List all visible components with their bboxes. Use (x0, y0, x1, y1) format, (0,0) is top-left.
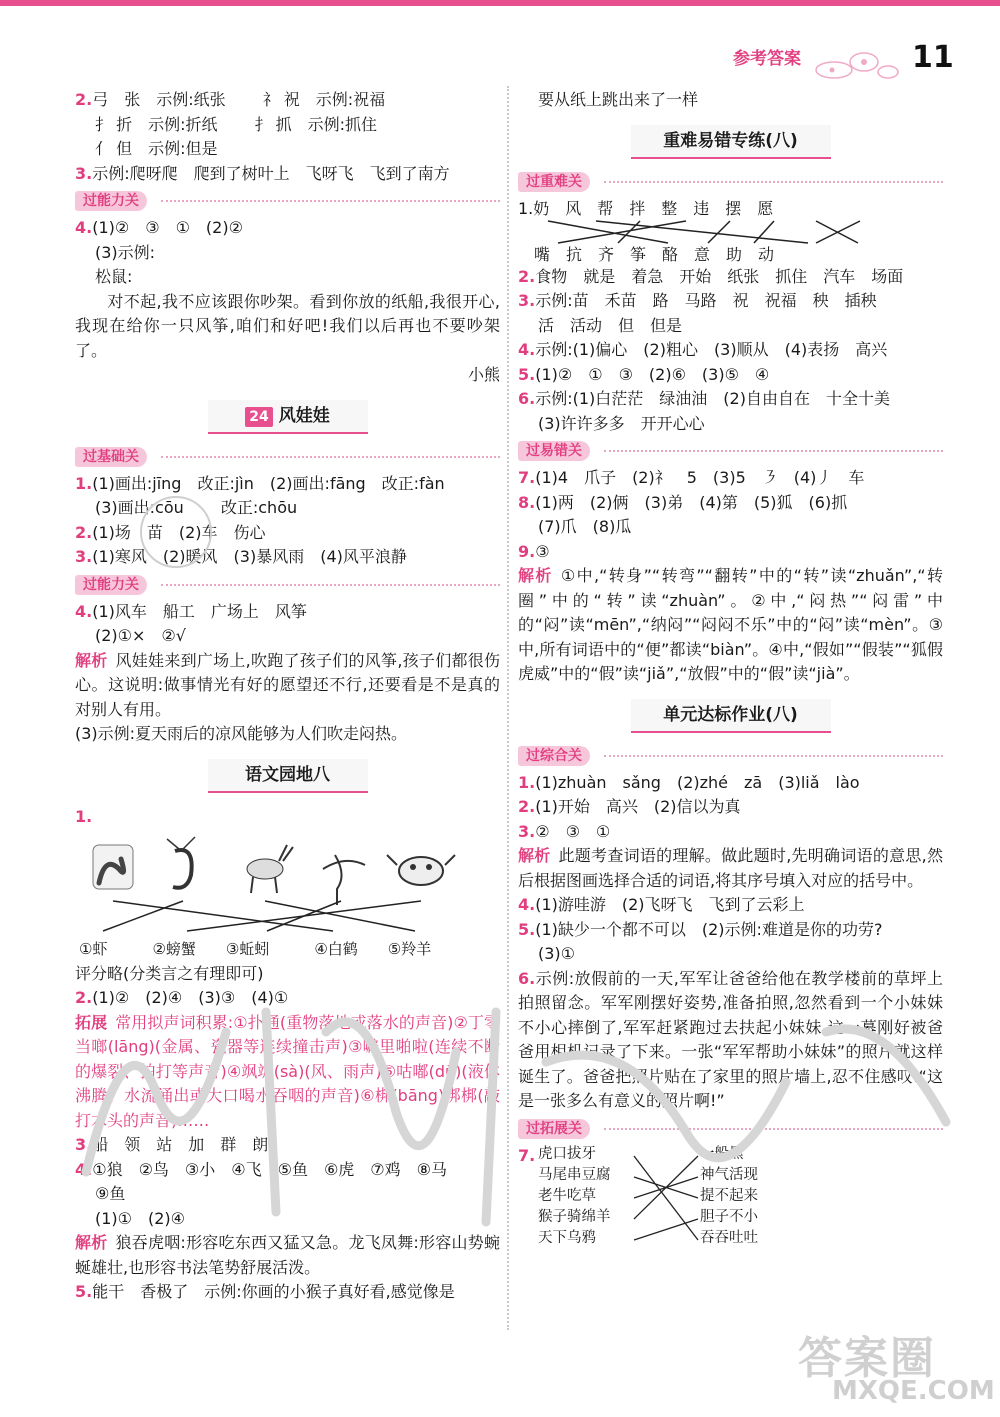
header-section-title: 参考答案 (733, 49, 801, 69)
question-number: 2. (75, 90, 93, 109)
section-band (518, 171, 943, 193)
animal-labels: ①虾 ②螃蟹 ③蚯蚓 ④白鹤 ⑤羚羊 (79, 940, 432, 958)
drill-title-text: 重难易错专练(八) (631, 125, 831, 159)
animal-matching-figure (75, 835, 500, 935)
analysis-label: 解析 (518, 566, 553, 585)
answer-line (518, 820, 943, 845)
extension-paragraph (75, 1011, 500, 1134)
idiom-item: 一般黑 (700, 1145, 744, 1162)
unit-title-text: 单元达标作业(八) (631, 699, 831, 733)
answer-text: (3)① (538, 944, 576, 963)
answer-line (518, 363, 943, 388)
answer-line (518, 540, 943, 565)
answer-text: 松鼠: (95, 267, 133, 286)
answer-line (518, 466, 943, 491)
idiom-item: 提不起来 (700, 1187, 758, 1204)
idiom-right-list (700, 1144, 758, 1249)
idiom-item: 猴子骑绵羊 (538, 1208, 611, 1225)
question-number: 1. (518, 772, 536, 792)
answer-line (75, 113, 500, 138)
answer-text: (3)画出:cōu 改正:chōu (95, 498, 298, 517)
answer-text: (1)开始 高兴 (2)信以为真 (535, 797, 741, 816)
idiom-item: 马尾串豆腐 (538, 1166, 611, 1183)
question-number: 5. (518, 919, 536, 939)
question-number: 9. (518, 541, 536, 561)
lesson24-q4-answers (75, 600, 500, 649)
answer-line (518, 771, 943, 796)
garden-title (75, 759, 500, 795)
question-number: 3. (75, 163, 93, 183)
question-number: 7. (518, 468, 536, 487)
band-label: 过综合关 (518, 746, 590, 766)
band-label: 过重难关 (518, 172, 590, 192)
question-number: 4. (75, 601, 93, 621)
answer-text: ② ③ ① (535, 821, 611, 841)
idiom-item: 神气活现 (700, 1166, 758, 1183)
band-label: 过能力关 (75, 575, 147, 595)
question-number: 3. (75, 547, 93, 566)
match-bottom-row: 嘴 抗 齐 筝 酪 意 助 动 (518, 244, 775, 264)
answer-line (75, 265, 500, 290)
idiom-item: 胆子不小 (700, 1208, 758, 1225)
garden-tail-answers (75, 1133, 500, 1231)
analysis-text: 此题考查词语的理解。做此题时,先明确词语的意思,然后根据图画选择合适的词语,将其序号填入对应的括号中。 (518, 846, 943, 890)
answer-text: (3)示例: (95, 242, 156, 262)
answer-line (518, 265, 943, 290)
answer-text: (1)游哇游 (2)飞呀飞 飞到了云彩上 (535, 895, 805, 914)
answer-line (75, 88, 500, 113)
section-band (75, 574, 500, 596)
earthworm-icon (93, 845, 133, 889)
question-number: 3. (518, 821, 536, 841)
question-number: 3. (75, 1135, 93, 1154)
unit-answers (518, 771, 943, 845)
lesson-number-badge: 24 (245, 407, 272, 427)
round-stamp (140, 496, 212, 568)
extension-text: 常用拟声词积累:①扑通(重物落地或落水的声音)②丁零当啷(lāng)(金属、瓷器等连续撞击声)③噼里啪啦(连续不断的爆裂、拍打等声音)④飒飒(sà)(风、雨声)⑤咕嘟(dū)(液体沸腾、水流涌出或大口喝水吞咽的声音)⑥梆(bāng)梆梆(敲打木头的声音)…… (75, 1012, 500, 1130)
column-divider (507, 86, 509, 1330)
analysis-label: 解析 (518, 846, 551, 865)
flower-decoration-icon (812, 48, 902, 82)
section-band (75, 446, 500, 468)
answer-text: (1)4 爪子 (2)礻 5 (3)5 ㇋ (4)丿 车 (535, 468, 865, 487)
answer-line (518, 942, 943, 967)
question-number: 4. (518, 340, 536, 359)
analysis-label: 解析 (75, 650, 108, 670)
band-label: 过基础关 (75, 447, 147, 467)
answer-text: (1)画出:jīng 改正:jìn (2)画出:fāng 改正:fàn (92, 473, 445, 493)
answer-text: (1)① (2)④ (95, 1208, 186, 1228)
analysis-text: 风娃娃来到广场上,吹跑了孩子们的风筝,孩子们都很伤心。这说明:做事情光有好的愿望还不行,还要看是不是真的对别人有用。 (75, 650, 500, 719)
idiom-item: 虎口拔牙 (538, 1145, 596, 1162)
essay-text: 示例:放假前的一天,军军让爸爸给他在教学楼前的草坪上拍照留念。军军刚摆好姿势,准备拍照,忽然看到一个小妹妹不小心摔倒了,军军赶紧跑过去扶起小妹妹,这一幕刚好被爸爸用相机记录了下来。一张“军军帮助小妹妹”的照片就这样诞生了。爸爸把照片贴在了家里的照片墙上,忍不住感叹:“这是一张多么有意义的照片啊!” (518, 968, 943, 1110)
answer-text: 亻 但 示例:但是 (95, 139, 218, 158)
unit-title (518, 699, 943, 735)
answer-text: (1)② ① ③ (2)⑥ (3)⑤ ④ (535, 364, 770, 384)
answer-text: 对不起,我不应该跟你吵架。看到你放的纸船,我很开心,我现在给你一只风筝,咱们和好吧!我们以后再也不要吵架了。 (75, 291, 500, 360)
question-number: 6. (518, 389, 536, 408)
answer-line (75, 162, 500, 187)
drill-answers (518, 265, 943, 437)
answer-line (518, 893, 943, 918)
lesson-title (75, 400, 500, 436)
question-number: 2. (518, 797, 536, 816)
analysis-paragraph (75, 649, 500, 723)
answer-text: 食物 就是 着急 开始 纸张 抓住 汽车 场面 (535, 266, 904, 286)
left-top-answers (75, 88, 500, 186)
answer-line (518, 491, 943, 516)
answer-text: 船 领 站 加 群 朗 (92, 1135, 269, 1154)
question-number: 7. (518, 1145, 536, 1165)
garden-title-text: 语文园地八 (208, 759, 368, 793)
answer-line: 要从纸上跳出来了一样 (538, 90, 699, 109)
answer-line (518, 795, 943, 820)
analysis-paragraph (518, 564, 943, 687)
answer-line: 评分略(分类言之有理即可) (75, 963, 264, 983)
crane-icon (323, 855, 365, 905)
header-bar (0, 0, 1000, 6)
answer-line (518, 515, 943, 540)
answer-line (75, 1133, 500, 1158)
question-number: 4. (75, 218, 93, 237)
answer-text: ⑨鱼 (95, 1184, 126, 1203)
answer-line (518, 289, 943, 314)
answer-text: (1)② ③ ① (2)② (92, 218, 243, 237)
right-column (518, 88, 943, 1268)
analysis-text: 狼吞虎咽:形容吃东西又猛又急。龙飞凤舞:形容山势蜿蜒雄壮,也形容书法笔势舒展活泼。 (75, 1233, 500, 1277)
extension-label: 拓展 (75, 1012, 108, 1032)
watermark-logo: 答案圈 (798, 1333, 936, 1384)
question-number: 3. (518, 291, 536, 310)
section-band (75, 190, 500, 212)
answer-line (75, 216, 500, 241)
answer-paragraph (75, 290, 500, 364)
character-matching (518, 197, 943, 265)
analysis-paragraph (518, 844, 943, 893)
question-number: 1. (75, 473, 93, 493)
question-number: 1. (75, 806, 93, 826)
idiom-matching (518, 1144, 943, 1268)
answer-text: (1)缺少一个都不可以 (2)示例:难道是你的功劳? (535, 919, 883, 939)
idiom-item: 天下乌鸦 (538, 1229, 596, 1246)
band-label: 过能力关 (75, 191, 147, 211)
answer-line (75, 600, 500, 625)
crab-icon (387, 855, 455, 885)
answer-text: 示例:(1)白茫茫 绿油油 (2)自由自在 十全十美 (535, 389, 890, 408)
answer-line (75, 624, 500, 649)
answer-text: 活 活动 但 但是 (538, 315, 683, 335)
answer-line (75, 1207, 500, 1232)
left-q4-answers (75, 216, 500, 290)
question-number: 2. (75, 522, 93, 542)
answer-text: (1)zhuàn sǎng (2)zhé zā (3)liǎ lào (535, 772, 860, 792)
left-column (75, 88, 500, 1305)
signature: 小熊 (467, 365, 500, 384)
answer-line (75, 472, 500, 497)
answer-line (518, 412, 943, 437)
answer-line (518, 918, 943, 943)
answer-line (518, 338, 943, 363)
answer-line (75, 1158, 500, 1183)
answer-line (75, 521, 500, 546)
idiom-item: 吞吞吐吐 (700, 1229, 758, 1246)
section-band (518, 745, 943, 767)
answer-text: ①狼 ②鸟 ③小 ④飞 ⑤鱼 ⑥虎 ⑦鸡 ⑧马 (92, 1159, 447, 1179)
answer-text: (2)①× ②√ (95, 626, 186, 645)
lesson-title-text: 风娃娃 (278, 405, 330, 426)
answer-line: 2.(1)② (2)④ (3)③ (4)① (75, 988, 289, 1007)
question-number: 8. (518, 492, 536, 512)
watermark-url: MXQE.COM (832, 1376, 995, 1406)
answer-text: (3)许许多多 开开心心 (538, 413, 705, 433)
answer-line: 5.能干 香极了 示例:你画的小猴子真好看,感觉像是 (75, 1282, 455, 1301)
unit-answers-2 (518, 893, 943, 967)
answer-line (518, 314, 943, 339)
answer-text: 扌 折 示例:折纸 扌 抓 示例:抓住 (95, 114, 378, 134)
antelope-icon (247, 845, 293, 893)
section-band (518, 440, 943, 462)
lesson24-answers (75, 472, 500, 570)
idiom-item: 老牛吃草 (538, 1187, 596, 1204)
answer-text: (1)风车 船工 广场上 风筝 (92, 601, 307, 621)
match-top-row: 1.奶 风 帮 拌 整 违 摆 愿 (518, 198, 774, 218)
analysis-text: ①中,“转身”“转弯”“翻转”中的“转”读“zhuǎn”,“转圈”中的“转”读“zhuàn”。②中,“闷热”“闷雷”中的“闷”读“mēn”,“纳闷”“闷闷不乐”中的“闷”读“mèn”。③中,所有词语中的“便”都读“biàn”。④中,“假如”“假装”“狐假虎威”中的“假”读“jiǎ”,“放假”中的“假”读“jià”。 (518, 566, 943, 683)
question-number: 5. (518, 364, 536, 384)
answer-line (75, 496, 500, 521)
page-number: 11 (912, 40, 954, 75)
answer-line (75, 137, 500, 162)
shrimp-icon (167, 837, 195, 888)
answer-text: 弓 张 示例:纸张 礻 祝 示例:祝福 (92, 90, 386, 109)
question-number: 4. (518, 895, 536, 914)
answer-text: (7)爪 (8)瓜 (538, 517, 632, 536)
question-number: 2. (518, 266, 536, 286)
answer-text: 示例:爬呀爬 爬到了树叶上 飞呀飞 飞到了南方 (92, 163, 450, 183)
band-label: 过拓展关 (518, 1119, 590, 1139)
drill-title (518, 125, 943, 161)
answer-line: (3)示例:夏天雨后的凉风能够为人们吹走闷热。 (75, 724, 408, 743)
answer-line (75, 1182, 500, 1207)
essay-paragraph: 6.示例:放假前的一天,军军让爸爸给他在教学楼前的草坪上拍照留念。军军刚摆好姿势,准备拍照,忽然看到一个小妹妹不小心摔倒了,军军赶紧跑过去扶起小妹妹,这一幕刚好被爸爸用相机记录了下来。一张“军军帮助小妹妹”的照片就这样诞生了。爸爸把照片贴在了家里的照片墙上,忍不住感叹:“这是一张多么有意义的照片啊!” (518, 968, 943, 1110)
question-number: 4. (75, 1159, 93, 1179)
section-band (518, 1118, 943, 1140)
drill-answers-2 (518, 466, 943, 564)
answer-text: (1)两 (2)俩 (3)弟 (4)第 (5)狐 (6)抓 (535, 492, 848, 512)
answer-text: (1)场 苗 (2)车 伤心 (92, 522, 266, 542)
answer-line (75, 241, 500, 266)
band-label: 过易错关 (518, 441, 590, 461)
answer-text: 示例:苗 禾苗 路 马路 祝 祝福 秧 插秧 (535, 291, 877, 310)
analysis-label: 解析 (75, 1233, 108, 1252)
answer-line (518, 387, 943, 412)
answer-text: (1)寒风 (2)暖风 (3)暴风雨 (4)风平浪静 (92, 547, 407, 566)
answer-line (75, 545, 500, 570)
answer-text: ③ (535, 541, 550, 561)
analysis-paragraph (75, 1231, 500, 1280)
answer-text: 示例:(1)偏心 (2)粗心 (3)顺从 (4)表扬 高兴 (535, 340, 888, 359)
